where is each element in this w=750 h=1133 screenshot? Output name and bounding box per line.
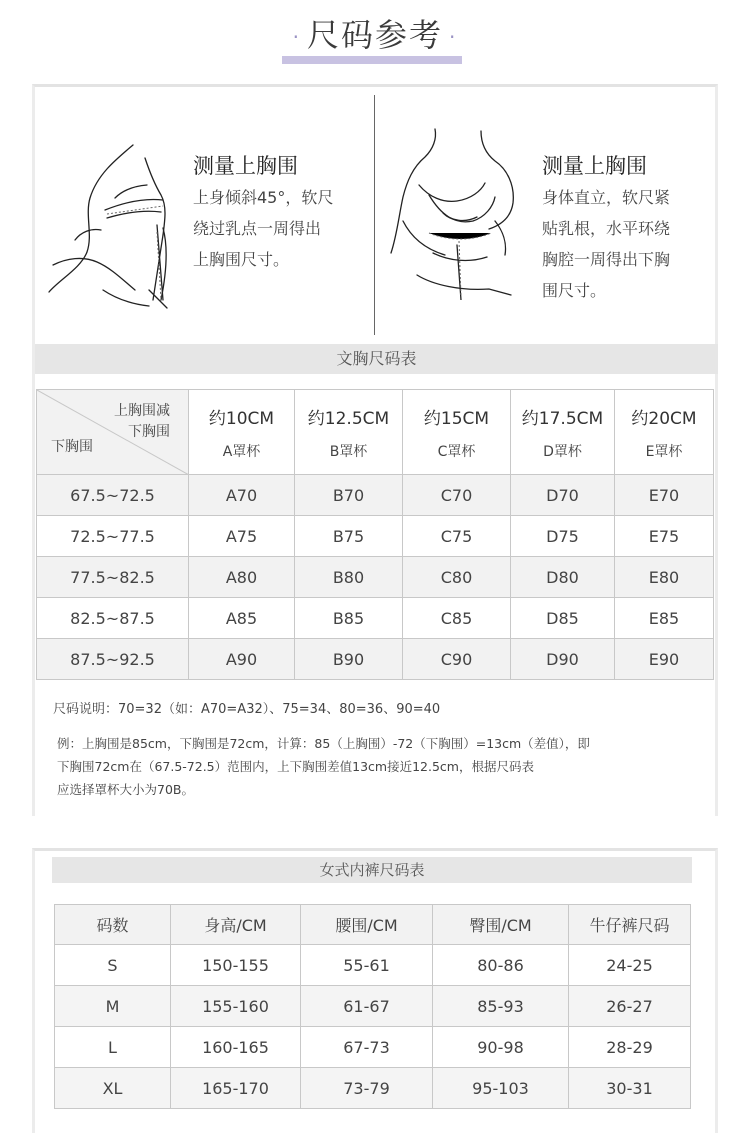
- panty-cell: S: [55, 945, 171, 986]
- panty-column-header: 牛仔裤尺码: [569, 905, 691, 945]
- bra-table-row: [37, 598, 714, 639]
- size-cell: C80: [403, 557, 511, 598]
- size-cell: B90: [295, 639, 403, 680]
- size-cell: D80: [511, 557, 615, 598]
- band-range-cell: 77.5~82.5: [37, 557, 189, 598]
- bra-size-table: [36, 389, 714, 680]
- panty-cell: 61-67: [301, 986, 433, 1027]
- size-cell: B85: [295, 598, 403, 639]
- title-dot-right: ·: [449, 25, 458, 49]
- size-cell: E90: [615, 639, 714, 680]
- measure-left-title: 测量上胸围: [193, 154, 298, 178]
- bra-table-row: [37, 557, 714, 598]
- size-cell: C70: [403, 475, 511, 516]
- cup-diff-label: 约20CM: [631, 408, 697, 429]
- bra-column-header: [511, 390, 615, 475]
- panty-cell: 30-31: [569, 1068, 691, 1109]
- corner-top-line: 下胸围: [128, 424, 170, 440]
- panty-column-header: 码数: [55, 905, 171, 945]
- band-range-cell: 82.5~87.5: [37, 598, 189, 639]
- band-range-cell: 67.5~72.5: [37, 475, 189, 516]
- panty-cell: L: [55, 1027, 171, 1068]
- bra-column-header: [189, 390, 295, 475]
- upright-measure-illustration: [385, 125, 530, 300]
- bra-column-header: [403, 390, 511, 475]
- panty-table-row: [55, 1027, 691, 1068]
- panty-column-header: 腰围/CM: [301, 905, 433, 945]
- panty-cell: 155-160: [171, 986, 301, 1027]
- size-cell: D70: [511, 475, 615, 516]
- corner-top-line: 上胸围减: [114, 403, 170, 419]
- bra-column-header: [295, 390, 403, 475]
- example-line: 例：上胸围是85cm，下胸围是72cm，计算：85（上胸围）-72（下胸围）=13cm（差值），即: [57, 736, 590, 751]
- lean-measure-illustration: [45, 140, 180, 310]
- panty-table-row: [55, 1068, 691, 1109]
- cup-diff-label: 约10CM: [208, 408, 275, 429]
- measure-right-line: 胸腔一周得出下胸: [542, 250, 671, 269]
- panty-cell: 73-79: [301, 1068, 433, 1109]
- size-cell: D75: [511, 516, 615, 557]
- cup-name-label: C罩杯: [437, 443, 476, 460]
- panty-cell: 55-61: [301, 945, 433, 986]
- size-cell: A70: [189, 475, 295, 516]
- panty-table-row: [55, 945, 691, 986]
- cup-name-label: B罩杯: [329, 443, 368, 460]
- measure-right-line: 围尺寸。: [542, 281, 607, 300]
- bra-column-header: [615, 390, 714, 475]
- cup-diff-label: 约17.5CM: [521, 408, 604, 429]
- page-title-text: 尺码参考: [306, 16, 443, 54]
- panty-cell: 85-93: [433, 986, 569, 1027]
- panty-column-header: 臀围/CM: [433, 905, 569, 945]
- measure-right-title: 测量上胸围: [542, 154, 647, 178]
- illustration-divider: [374, 95, 375, 335]
- size-cell: A80: [189, 557, 295, 598]
- bra-table-row: [37, 639, 714, 680]
- bra-size-table-title: 文胸尺码表: [35, 344, 718, 374]
- band-range-cell: 87.5~92.5: [37, 639, 189, 680]
- bra-table-corner-cell: [37, 390, 189, 475]
- panty-cell: XL: [55, 1068, 171, 1109]
- panty-cell: 80-86: [433, 945, 569, 986]
- cup-diff-label: 约15CM: [423, 408, 490, 429]
- panty-cell: 95-103: [433, 1068, 569, 1109]
- panty-column-header: 身高/CM: [171, 905, 301, 945]
- example-line: 下胸围72cm在（67.5-72.5）范围内，上下胸围差值13cm接近12.5cm，根据尺码表: [57, 759, 534, 774]
- corner-top-label: [114, 401, 170, 443]
- size-cell: B70: [295, 475, 403, 516]
- panty-cell: 90-98: [433, 1027, 569, 1068]
- size-cell: E75: [615, 516, 714, 557]
- measure-left-line: 绕过乳点一周得出: [193, 219, 322, 238]
- panty-cell: 165-170: [171, 1068, 301, 1109]
- bra-table-row: [37, 475, 714, 516]
- panty-table-row: [55, 986, 691, 1027]
- cup-diff-label: 约12.5CM: [307, 408, 390, 429]
- size-note: 尺码说明：70=32（如：A70=A32）、75=34、80=36、90=40: [53, 702, 441, 717]
- panty-table-header-row: [55, 905, 691, 945]
- measure-left-description: [193, 182, 363, 275]
- size-cell: A75: [189, 516, 295, 557]
- cup-name-label: E罩杯: [645, 443, 683, 460]
- panty-cell: 28-29: [569, 1027, 691, 1068]
- measure-right-description: [542, 182, 702, 306]
- bra-table-header-row: [37, 390, 714, 475]
- size-example-note: [57, 732, 697, 801]
- size-cell: D90: [511, 639, 615, 680]
- cup-name-label: A罩杯: [222, 443, 261, 460]
- panty-cell: 24-25: [569, 945, 691, 986]
- cup-name-label: D罩杯: [543, 443, 582, 460]
- panty-cell: 160-165: [171, 1027, 301, 1068]
- size-cell: B75: [295, 516, 403, 557]
- band-range-cell: 72.5~77.5: [37, 516, 189, 557]
- size-cell: D85: [511, 598, 615, 639]
- size-cell: C90: [403, 639, 511, 680]
- measure-right-line: 贴乳根，水平环绕: [542, 219, 671, 238]
- panty-cell: M: [55, 986, 171, 1027]
- panty-size-table: [54, 904, 691, 1109]
- page-title: [0, 10, 750, 56]
- measure-right-line: 身体直立，软尺紧: [542, 188, 671, 207]
- corner-bottom-label: 下胸围: [51, 439, 93, 455]
- size-cell: A85: [189, 598, 295, 639]
- size-cell: E80: [615, 557, 714, 598]
- size-cell: A90: [189, 639, 295, 680]
- panty-cell: 67-73: [301, 1027, 433, 1068]
- size-cell: C85: [403, 598, 511, 639]
- bra-table-row: [37, 516, 714, 557]
- size-cell: C75: [403, 516, 511, 557]
- measure-left-line: 上胸围尺寸。: [193, 250, 290, 269]
- size-cell: B80: [295, 557, 403, 598]
- title-underline-bar: [282, 56, 462, 64]
- size-cell: E70: [615, 475, 714, 516]
- title-dot-left: ·: [292, 25, 301, 49]
- panty-size-table-title: 女式内裤尺码表: [52, 857, 692, 883]
- example-line: 应选择罩杯大小为70B。: [57, 782, 194, 797]
- panty-cell: 26-27: [569, 986, 691, 1027]
- panty-cell: 150-155: [171, 945, 301, 986]
- size-cell: E85: [615, 598, 714, 639]
- measure-left-line: 上身倾斜45°，软尺: [193, 188, 334, 207]
